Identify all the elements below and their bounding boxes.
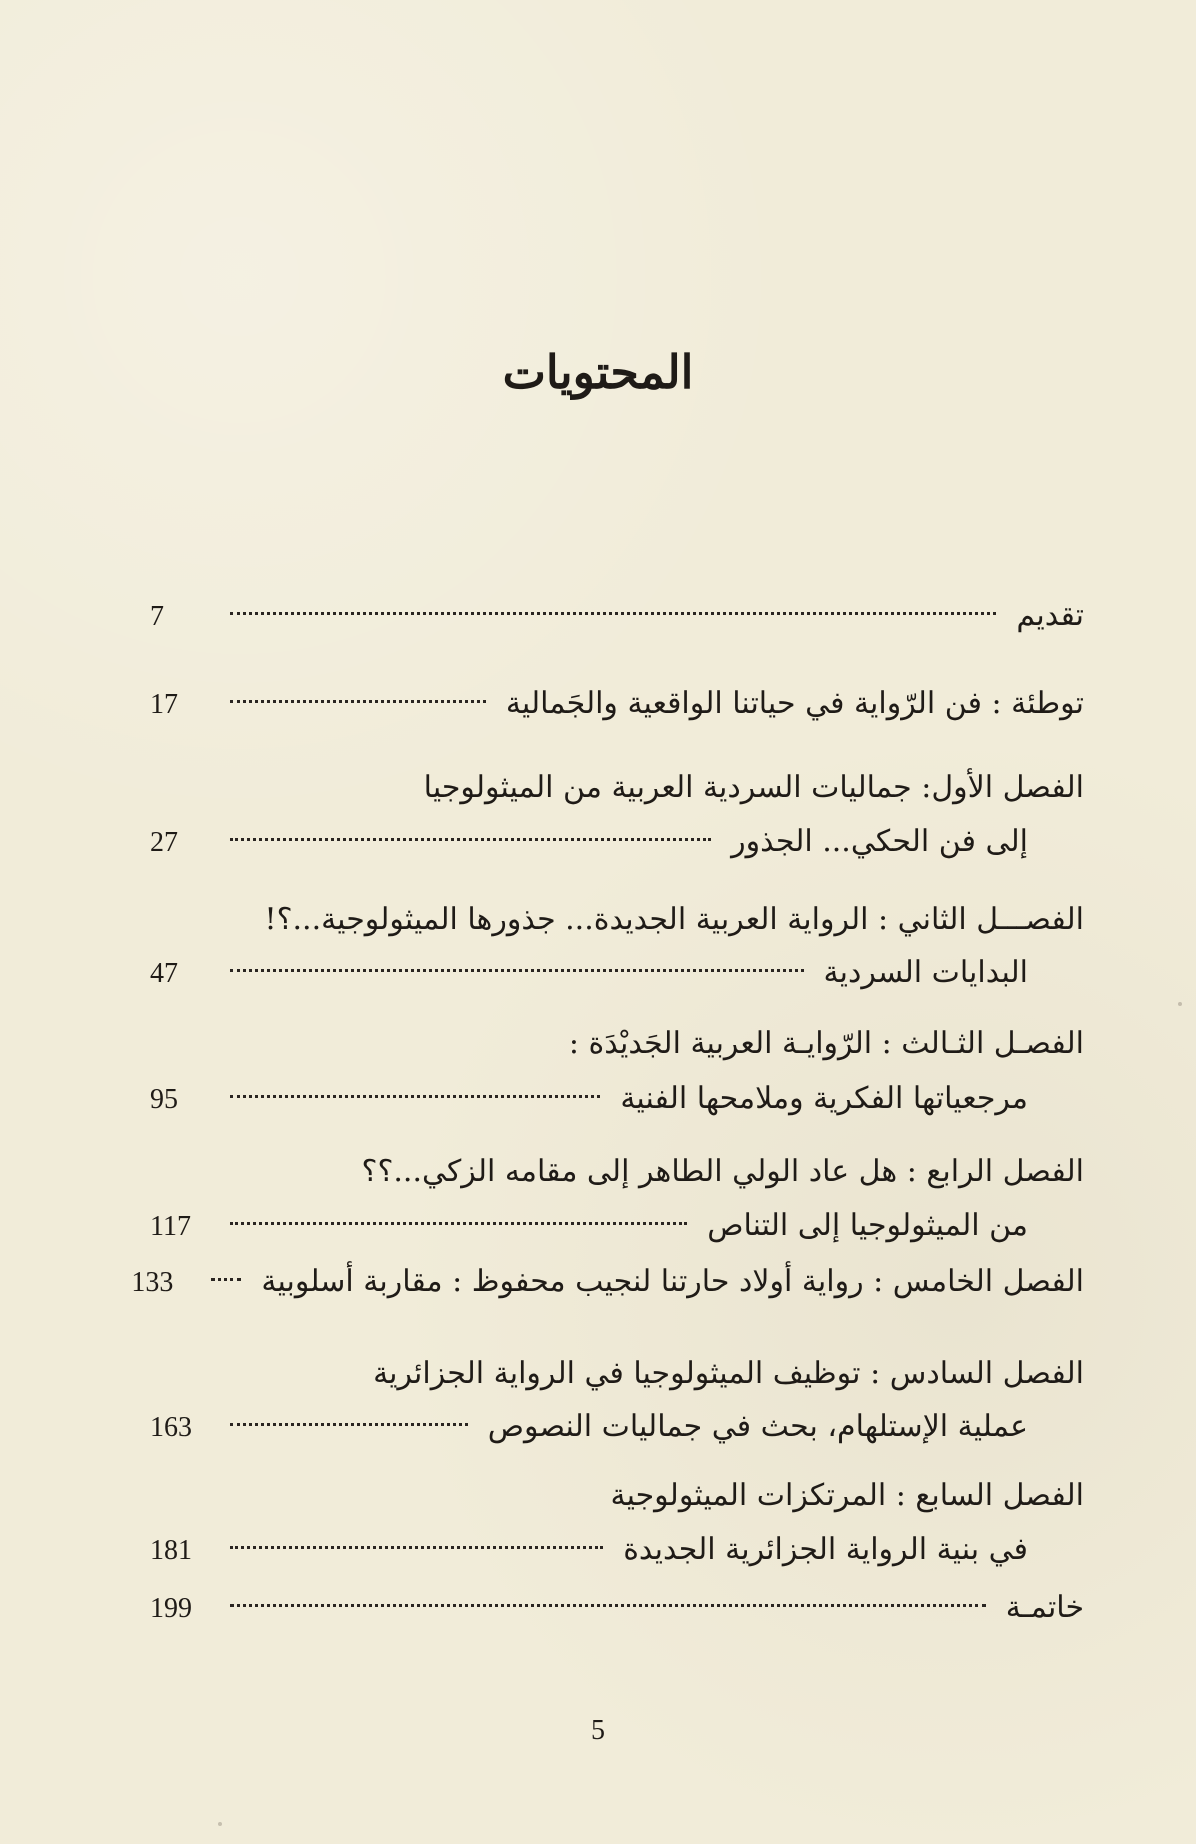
toc-page-number: 7: [150, 601, 164, 632]
dot-leader: [230, 1423, 468, 1426]
toc-entry-subtitle: إلى فن الحكي... الجذور: [731, 824, 1028, 859]
dot-leader: [230, 700, 486, 703]
dot-leader: [230, 1604, 986, 1607]
toc-entry-subtitle: البدايات السردية: [823, 955, 1028, 990]
toc-entry-title: توطئة : فن الرّواية في حياتنا الواقعية والجَمالية: [505, 686, 1084, 721]
toc-entry-subtitle-line: [150, 1205, 1084, 1248]
toc-entry-title: الفصل السابع : المرتكزات الميثولوجية: [610, 1478, 1084, 1513]
toc-page-number: 47: [150, 958, 178, 989]
toc-page-number: 27: [150, 827, 178, 858]
toc-entry-subtitle-line: [150, 1406, 1084, 1449]
toc-entry-subtitle: مرجعياتها الفكرية وملامحها الفنية: [620, 1081, 1028, 1116]
toc-page-number: 181: [150, 1535, 192, 1566]
dot-leader: [230, 838, 711, 841]
toc-entry-subtitle-line: [150, 1529, 1084, 1572]
dot-leader: [230, 1546, 603, 1549]
toc-entry-line: [150, 1587, 1084, 1630]
dot-leader: [230, 612, 996, 615]
toc-entry-title: تقديم: [1016, 598, 1084, 633]
dot-leader: [230, 1095, 600, 1098]
page-title: المحتويات: [502, 345, 694, 399]
toc-page-number: 95: [150, 1084, 178, 1115]
page-number: 5: [591, 1715, 605, 1746]
toc-entry-line: [150, 683, 1084, 726]
dot-leader: [230, 1222, 687, 1225]
toc-page-number: 133: [131, 1267, 174, 1298]
dot-leader: [230, 969, 804, 972]
paper-speck: [218, 1822, 222, 1826]
toc-page-number: 117: [150, 1211, 191, 1242]
toc-entry-title: الفصل الأول: جماليات السردية العربية من الميثولوجيا: [423, 770, 1084, 805]
toc-entry-title: الفصـــل الثاني : الرواية العربية الجديدة... جذورها الميثولوجية...؟!: [264, 902, 1084, 937]
toc-entry-subtitle-line: [150, 1078, 1084, 1121]
toc-entry-subtitle-line: [150, 821, 1084, 864]
toc-entry-subtitle: في بنية الرواية الجزائرية الجديدة: [623, 1532, 1028, 1567]
toc-entry-title: الفصـل الثـالث : الرّوايـة العربية الجَديْدَة :: [568, 1026, 1084, 1061]
toc-entry-title: الفصل السادس : توظيف الميثولوجيا في الرواية الجزائرية: [373, 1356, 1084, 1391]
paper-speck: [1178, 1002, 1182, 1006]
toc-page-number: 17: [150, 689, 178, 720]
toc-entry-title: الفصل الخامس : رواية أولاد حارتنا لنجيب محفوظ : مقاربة أسلوبية: [261, 1264, 1084, 1299]
toc-entry-title: الفصل الرابع : هل عاد الولي الطاهر إلى مقامه الزكي...؟؟: [361, 1154, 1084, 1189]
dot-leader: [211, 1278, 241, 1281]
toc-entry-subtitle: عملية الإستلهام، بحث في جماليات النصوص: [487, 1409, 1028, 1444]
toc-entry-subtitle-line: [150, 952, 1084, 995]
toc-entry-line: [131, 1261, 1084, 1304]
toc-entry-line: [150, 595, 1084, 638]
toc-entry-title: خاتمـة: [1005, 1590, 1084, 1625]
toc-page-number: 199: [150, 1593, 192, 1624]
toc-entry-subtitle: من الميثولوجيا إلى التناص: [707, 1208, 1028, 1243]
toc-page-number: 163: [150, 1412, 192, 1443]
